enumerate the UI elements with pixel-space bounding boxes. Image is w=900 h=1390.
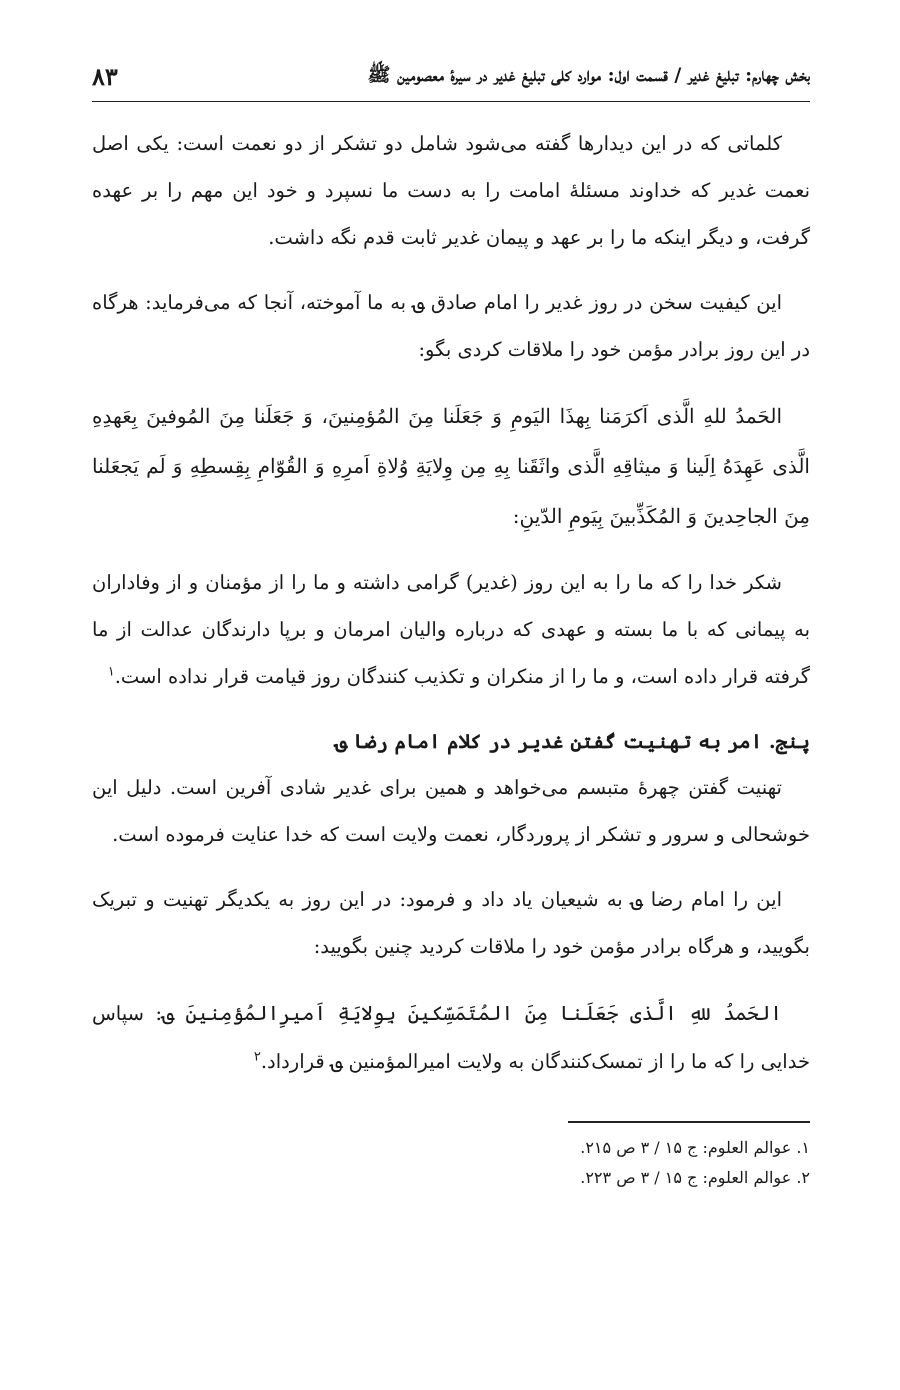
footnote-2: ۲. عوالم العلوم: ج ۱۵ / ۳ ص ۲۲۳. — [580, 1168, 810, 1187]
section-heading: پنج. امر به تهنیت گفتن غدیر در کلام امام رضا ؈ — [335, 730, 810, 753]
paragraph-3 — [92, 559, 810, 700]
paragraph-4: تهنیت گفتن چهرهٔ متبسم می‌خواهد و همین برای غدیر شادی آفرین است. دلیل این خوشحالی و سرور و تشکر از پروردگار، نعمت ولایت است که خدا عنایت فرموده است. — [92, 776, 810, 846]
footnote-1: ۱. عوالم العلوم: ج ۱۵ / ۳ ص ۲۱۵. — [580, 1138, 810, 1157]
arabic-supplication-2: الحَمدُ للهِ الَّذی جَعَلَنا مِنَ المُتَمَسِّکینَ بِوِلایَةِ اَمیرِالمُؤمِنینَ ؈: — [155, 1001, 782, 1025]
footnotes — [92, 1133, 810, 1193]
paragraph-1: کلماتی که در این دیدارها گفته می‌شود شامل دو تشکر از دو نعمت است: یکی اصل نعمت غدیر که خداوند مسئلهٔ امامت را به دست ما نسپرد و خود این مهم را بر عهده گرفت، و دیگر اینکه ما را بر عهد و پیمان غدیر ثابت قدم نگه داشت. — [92, 132, 810, 249]
paragraph-2: این کیفیت سخن در روز غدیر را امام صادق ؈ به ما آموخته، آنجا که می‌فرماید: هرگاه در این روز برادر مؤمن خود را ملاقات کردی بگو: — [92, 291, 810, 361]
footnote-ref-2: ۲ — [253, 1049, 261, 1065]
running-title: بخش چهارم: تبلیغ غدیر / قسمت اول: موارد کلی تبلیغ غدیر در سیرهٔ معصومین ﷺ — [367, 64, 810, 86]
footnote-ref-1: ۱ — [107, 664, 115, 680]
page-number: ۸۳ — [92, 62, 118, 91]
footnote-divider — [568, 1121, 810, 1123]
page-header — [92, 62, 810, 102]
paragraph-6-translation: سپاس خدایی را که ما را از تمسک‌کنندگان به ولایت امیرالمؤمنین ؈ قرارداد. — [92, 1002, 810, 1073]
paragraph-6 — [92, 988, 810, 1085]
book-page — [92, 62, 810, 1193]
paragraph-3-text: شکر خدا را که ما را به این روز (غدیر) گرامی داشته و ما را از مؤمنان و از وفاداران به پیمانی که با ما بسته و عهدی که درباره والیان امرمان و برپا دارندگان عدالت از ما گرفته قرار داده است، و ما را از منکران و تکذیب کنندگان روز قیامت قرار نداده است. — [92, 571, 810, 688]
paragraph-5: این را امام رضا ؈ به شیعیان یاد داد و فرمود: در این روز به یکدیگر تهنیت و تبریک بگویید، و هرگاه برادر مؤمن خود را ملاقات کردید چنین بگویید: — [92, 888, 810, 958]
arabic-supplication-1: الحَمدُ للهِ الَّذی اَکرَمَنا بِهذَا الیَومِ وَ جَعَلَنا مِنَ المُؤمِنینَ، وَ جَعَلَنا مِنَ المُوفینَ بِعَهدِهِ الَّذی عَهِدَهُ اِلَینا وَ میثاقِهِ الَّذی واثَقَنا بِهِ مِن وِلایَةِ وُلاةِ اَمرِهِ وَ القُوّامِ بِقِسطِهِ وَ لَم یَجعَلنا مِنَ الجاحِدینَ وَ المُکَذِّبینَ بِیَومِ الدّینِ: — [92, 404, 810, 528]
